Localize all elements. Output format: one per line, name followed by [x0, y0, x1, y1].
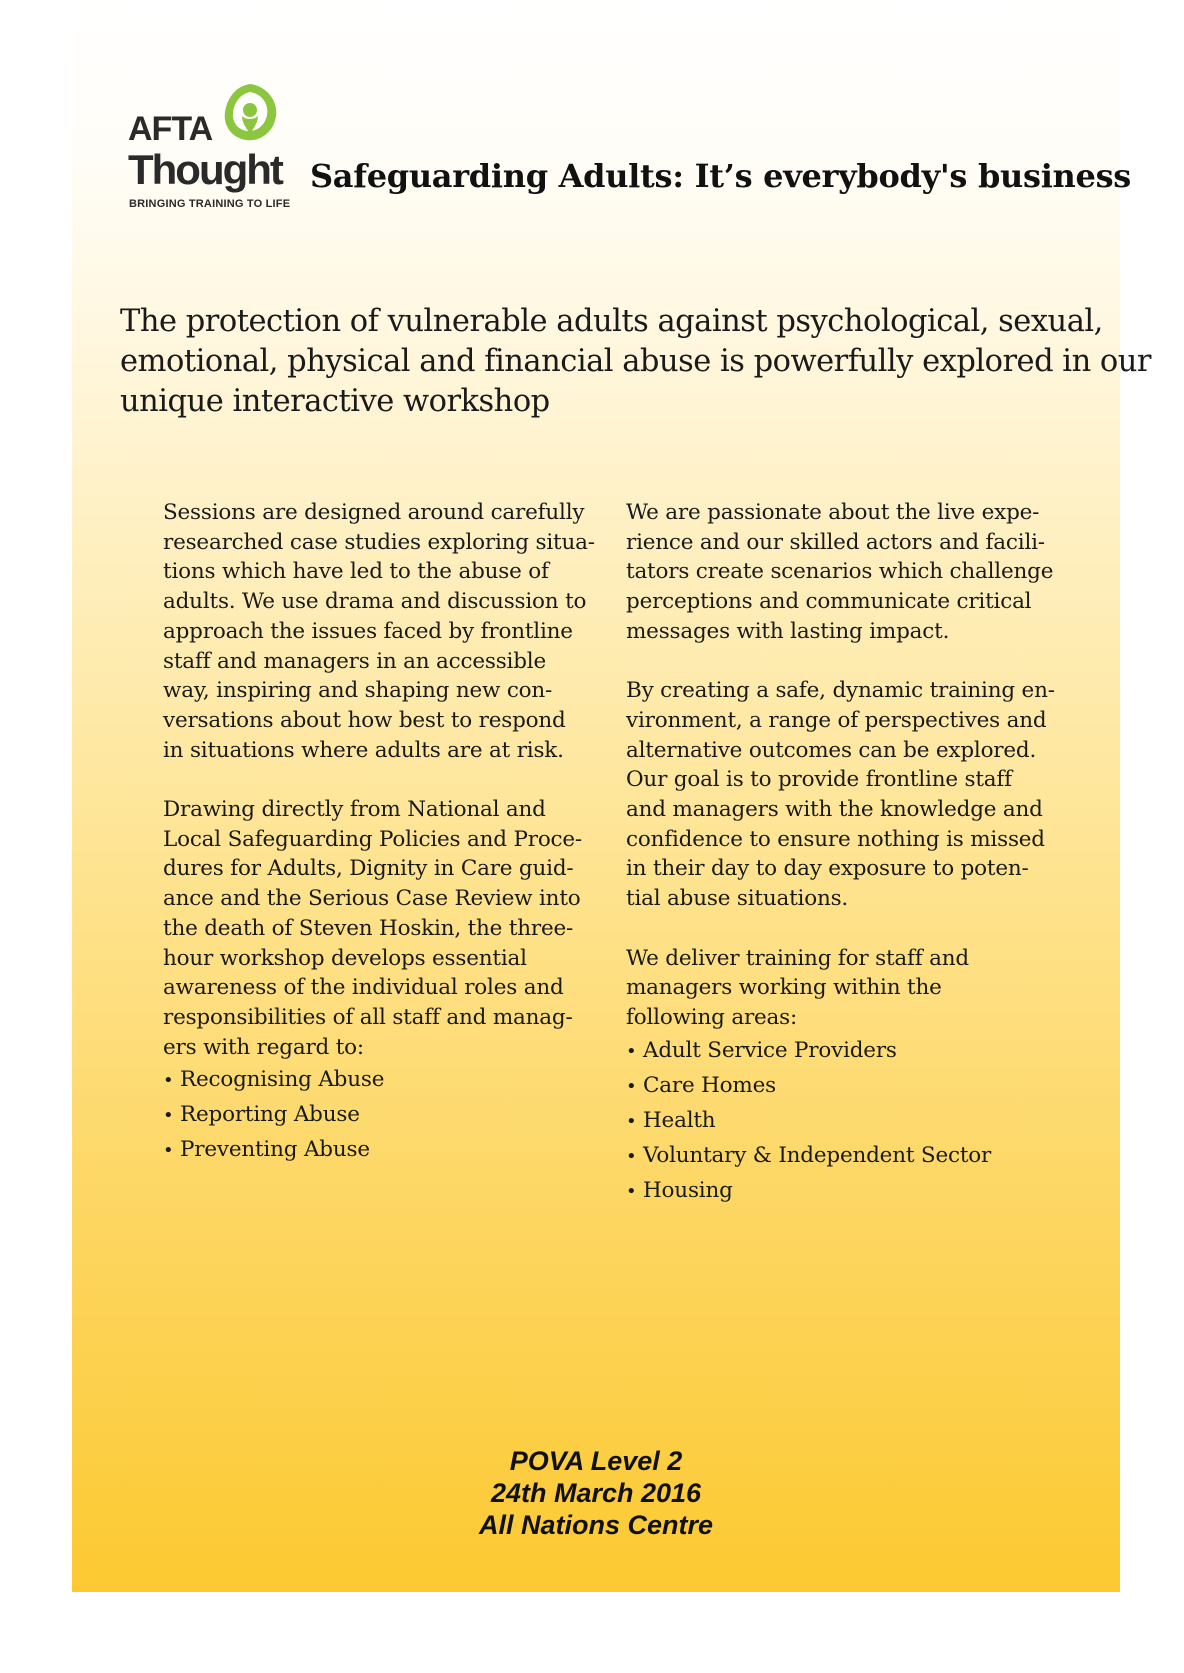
event-venue: All Nations Centre	[478, 1510, 714, 1540]
text-line: versations about how best to respond	[163, 707, 566, 733]
event-details	[72, 1445, 1120, 1541]
text-line: messages with lasting impact.	[626, 618, 950, 644]
paragraph-gap	[163, 765, 603, 795]
page-title: Safeguarding Adults: It’s everybody's business	[310, 157, 1132, 195]
sector-list	[626, 1033, 1066, 1208]
text-line: in situations where adults are at risk.	[163, 737, 564, 763]
text-line: approach the issues faced by frontline	[163, 618, 573, 644]
text-line: awareness of the individual roles and	[163, 975, 564, 1001]
list-item	[626, 1033, 1066, 1068]
paragraph-gap	[626, 914, 1066, 944]
text-line: managers working within the	[626, 975, 942, 1001]
text-line: tators create scenarios which challenge	[626, 559, 1054, 585]
text-line: perceptions and communicate critical	[626, 589, 1032, 615]
text-line: We deliver training for staff and	[626, 945, 969, 971]
list-item	[626, 1068, 1066, 1103]
paragraph-gap	[626, 647, 1066, 677]
logo-tagline: BRINGING TRAINING TO LIFE	[129, 198, 291, 210]
bullet-icon: •	[163, 1140, 174, 1162]
bullet-icon: •	[626, 1075, 637, 1097]
list-item-label: Recognising Abuse	[180, 1067, 385, 1093]
text-line: vironment, a range of perspectives and	[626, 707, 1047, 733]
text-line: and managers with the knowledge and	[626, 797, 1043, 823]
logo-word-afta: AFTA	[128, 110, 213, 148]
list-item-label: Preventing Abuse	[180, 1137, 370, 1163]
bullet-icon: •	[163, 1105, 174, 1127]
list-item	[163, 1097, 603, 1132]
text-line: We are passionate about the live expe-	[626, 500, 1040, 525]
text-line: rience and our skilled actors and facili-	[626, 529, 1045, 555]
list-item	[626, 1173, 1066, 1208]
text-line: staff and managers in an accessible	[163, 648, 546, 674]
left-column	[163, 498, 603, 1167]
bullet-icon: •	[163, 1070, 174, 1092]
logo-word-thought: Thought	[128, 146, 282, 193]
bullet-icon: •	[626, 1040, 637, 1062]
event-level: POVA Level 2	[509, 1446, 683, 1476]
list-item	[163, 1062, 603, 1097]
text-line: adults. We use drama and discussion to	[163, 589, 587, 615]
list-item-label: Voluntary & Independent Sector	[643, 1142, 992, 1168]
list-item	[626, 1138, 1066, 1173]
text-line: Local Safeguarding Policies and Proce-	[163, 826, 582, 852]
text-line: hour workshop develops essential	[163, 945, 527, 971]
abuse-topics-list	[163, 1062, 603, 1167]
text-line: researched case studies exploring situa-	[163, 529, 595, 555]
text-line: ance and the Serious Case Review into	[163, 886, 581, 912]
text-line: tions which have led to the abuse of	[163, 559, 549, 585]
bullet-icon: •	[626, 1110, 637, 1132]
intro-line: unique interactive workshop	[120, 384, 550, 419]
list-item-label: Care Homes	[643, 1072, 776, 1098]
list-item-label: Health	[643, 1107, 716, 1133]
list-item-label: Housing	[643, 1177, 733, 1203]
text-line: in their day to day exposure to poten-	[626, 856, 1029, 882]
list-item-label: Adult Service Providers	[643, 1037, 897, 1063]
text-line: way, inspiring and shaping new con-	[163, 678, 553, 704]
text-line: By creating a safe, dynamic training en-	[626, 678, 1055, 704]
right-paragraph-3	[626, 944, 1066, 1033]
intro-statement	[120, 302, 1151, 422]
text-line: the death of Steven Hoskin, the three-	[163, 915, 574, 941]
bullet-icon: •	[626, 1145, 637, 1167]
text-line: tial abuse situations.	[626, 886, 849, 912]
text-line: alternative outcomes can be explored.	[626, 737, 1037, 763]
right-column	[626, 498, 1066, 1208]
intro-line: The protection of vulnerable adults against psychological, sexual,	[120, 304, 1103, 339]
list-item	[626, 1103, 1066, 1138]
event-date: 24th March 2016	[490, 1478, 702, 1508]
bullet-icon: •	[626, 1180, 637, 1202]
text-line: confidence to ensure nothing is missed	[626, 826, 1045, 852]
left-paragraph-1	[163, 498, 603, 765]
text-line: dures for Adults, Dignity in Care guid-	[163, 856, 574, 882]
left-paragraph-2	[163, 795, 603, 1062]
text-line: ers with regard to:	[163, 1034, 364, 1060]
afta-thought-logo	[128, 82, 291, 212]
list-item-label: Reporting Abuse	[180, 1102, 360, 1128]
leaf-person-icon	[220, 82, 280, 144]
text-line: responsibilities of all staff and manag-	[163, 1004, 573, 1030]
list-item	[163, 1132, 603, 1167]
intro-line: emotional, physical and financial abuse is powerfully explored in our	[120, 344, 1151, 379]
text-line: Sessions are designed around carefully	[163, 500, 585, 525]
text-line: Our goal is to provide frontline staff	[626, 767, 1012, 793]
text-line: Drawing directly from National and	[163, 797, 546, 823]
text-line: following areas:	[626, 1004, 798, 1030]
right-paragraph-2	[626, 676, 1066, 914]
right-paragraph-1	[626, 498, 1066, 647]
